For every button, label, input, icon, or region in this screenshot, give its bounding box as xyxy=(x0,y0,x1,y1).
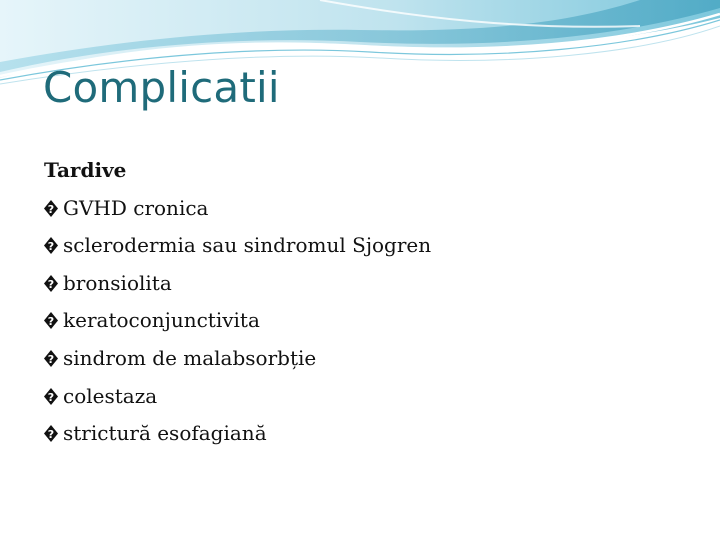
svg-text:?: ? xyxy=(47,390,55,404)
svg-text:?: ? xyxy=(47,202,55,216)
list-item xyxy=(44,302,684,340)
svg-text:?: ? xyxy=(47,315,55,329)
svg-text:?: ? xyxy=(47,352,55,366)
svg-text:?: ? xyxy=(47,277,55,291)
list-item xyxy=(44,265,684,303)
list-item xyxy=(44,378,684,416)
list-item xyxy=(44,340,684,378)
list-item-text: sindrom de malabsorbție xyxy=(63,345,317,370)
list-item xyxy=(44,190,684,228)
complications-list xyxy=(44,190,684,453)
svg-text:?: ? xyxy=(47,240,55,254)
list-item xyxy=(44,415,684,453)
slide-title: Complicatii xyxy=(43,63,280,112)
subheading: Tardive xyxy=(44,158,127,182)
replacement-character-icon xyxy=(44,237,58,254)
replacement-character-icon xyxy=(44,200,58,217)
replacement-character-icon xyxy=(44,425,58,442)
replacement-character-icon xyxy=(44,275,58,292)
list-item-text: GVHD cronica xyxy=(63,195,209,220)
replacement-character-icon xyxy=(44,388,58,405)
list-item-text: colestaza xyxy=(63,383,158,408)
list-item xyxy=(44,227,684,265)
list-item-text: sclerodermia sau sindromul Sjogren xyxy=(63,233,432,258)
slide-body xyxy=(44,152,684,453)
list-item-text: strictură esofagiană xyxy=(63,421,267,446)
svg-text:?: ? xyxy=(47,428,55,442)
list-item-text: keratoconjunctivita xyxy=(63,308,260,333)
replacement-character-icon xyxy=(44,312,58,329)
replacement-character-icon xyxy=(44,350,58,367)
list-item-text: bronsiolita xyxy=(63,270,172,295)
